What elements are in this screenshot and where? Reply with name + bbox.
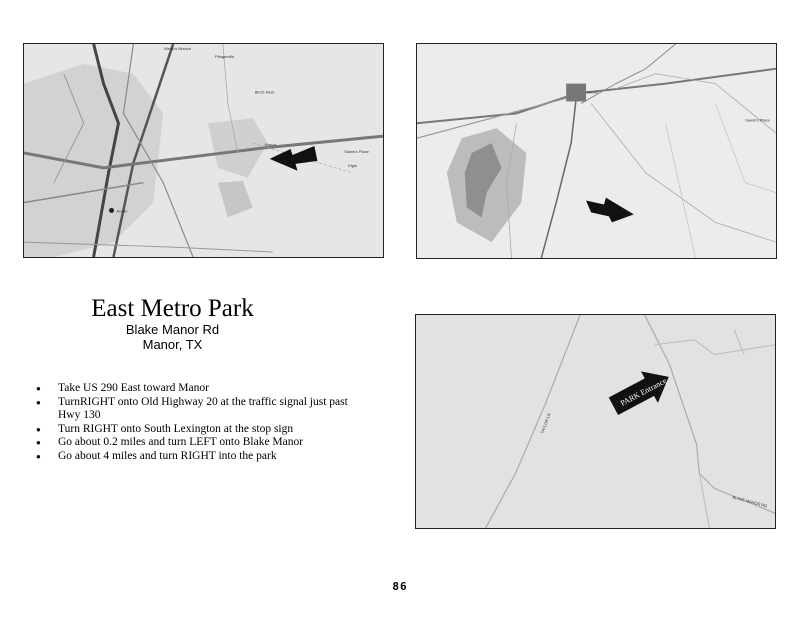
map-label-pflugerville: Pflugerville [214,53,235,59]
map-label-austin: Austin [116,208,128,214]
regional-map [23,43,384,258]
map-label-manor: Manor [264,142,276,148]
manor-area-map [416,43,777,259]
address-city: Manor, TX [142,337,203,352]
direction-step: ● TurnRIGHT onto Old Highway 20 at the traffic signal just past Hwy 130 [36,396,366,423]
park-entrance-label: PARK Entrance [619,376,669,408]
map-label-blake-manor-rd: BLAKE MANOR RD [731,494,768,509]
park-entrance-map [415,314,776,529]
direction-step: ● Go about 0.2 miles and turn LEFT onto Blake Manor [36,436,366,450]
park-title: East Metro Park [91,295,254,322]
map-label-birds-nest: Bird's Nest [254,89,274,95]
map-label-webbs-branch: Webb's Branch [164,45,191,51]
map-label-sawins-place: Sawin's Place [745,117,770,123]
direction-step: ● Take US 290 East toward Manor [36,382,366,396]
address-street: Blake Manor Rd [125,322,220,337]
map-label-manor: Manor [587,89,599,95]
direction-step: ● Turn RIGHT onto South Lexington at the stop sign [36,423,366,437]
map-label-taylor-ln: TAYLOR LN [539,412,552,435]
direction-step: ● Go about 4 miles and turn RIGHT into the park [36,450,366,464]
directions-list [36,382,366,464]
map-label-sawins-place: Sawin's Place [344,148,369,154]
page-number: 86 [392,580,408,593]
map-label-elgin: Elgin [348,162,358,168]
